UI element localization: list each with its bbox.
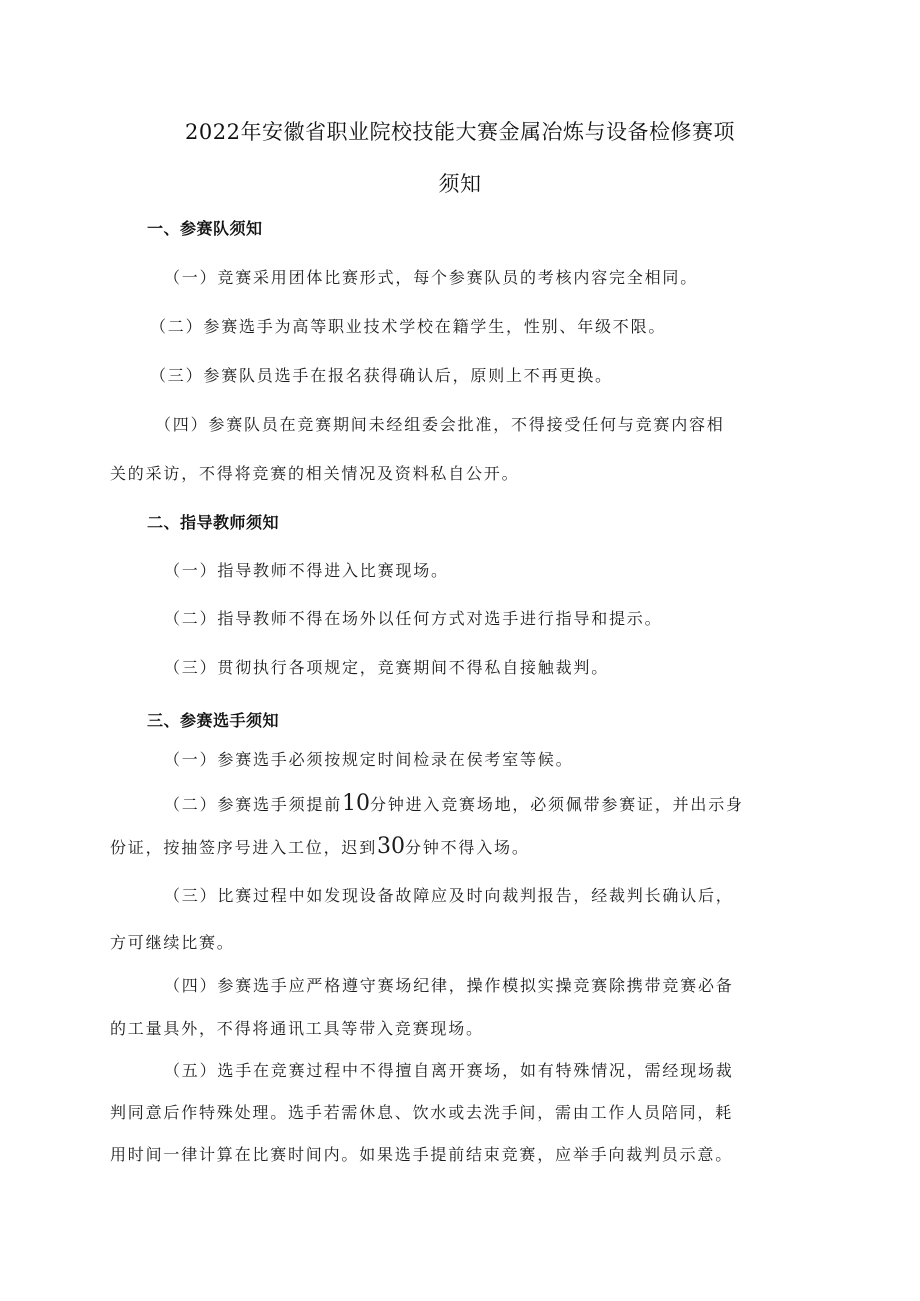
paragraph-text: （二）参赛选手须提前 — [164, 795, 343, 814]
paragraph-line: 方可继续比赛。 — [110, 933, 235, 952]
paragraph-line: （四）参赛队员在竞赛期间未经组委会批准，不得接受任何与竞赛内容相 — [155, 415, 725, 434]
paragraph-line: （一）竞赛采用团体比赛形式，每个参赛队员的考核内容完全相同。 — [164, 268, 699, 287]
paragraph-line: （三）贯彻执行各项规定，竞赛期间不得私自接触裁判。 — [164, 658, 610, 677]
emphasized-number: 30 — [377, 834, 406, 859]
paragraph-line — [110, 834, 530, 859]
emphasized-number: 10 — [342, 791, 371, 816]
paragraph-line: （二）参赛选手为高等职业技术学校在籍学生，性别、年级不限。 — [150, 317, 667, 336]
paragraph-line: 用时间一律计算在比赛时间内。如果选手提前结束竞赛，应举手向裁判员示意。 — [110, 1145, 734, 1164]
paragraph-line: （三）比赛过程中如发现设备故障应及时向裁判报告，经裁判长确认后， — [164, 886, 734, 905]
paragraph-line: 判同意后作特殊处理。选手若需休息、饮水或去洗手间，需由工作人员陪同，耗 — [110, 1103, 734, 1122]
section-heading-instructors: 二、指导教师须知 — [147, 513, 280, 532]
paragraph-text: 分钟进入竞赛场地，必须佩带参赛证，并出示身 — [370, 795, 744, 814]
paragraph-text: 分钟不得入场。 — [405, 838, 530, 857]
paragraph-line — [164, 791, 744, 816]
paragraph-line: （三）参赛队员选手在报名获得确认后，原则上不再更换。 — [150, 366, 613, 385]
section-heading-contestants: 三、参赛选手须知 — [147, 711, 280, 730]
paragraph-line: 关的采访，不得将竞赛的相关情况及资料私自公开。 — [110, 464, 520, 483]
document-title-line1: 2022年安徽省职业院校技能大赛金属冶炼与设备检修赛项 — [185, 120, 735, 144]
paragraph-line: 的工量具外，不得将通讯工具等带入竞赛现场。 — [110, 1019, 484, 1038]
paragraph-text: 份证，按抽签序号进入工位，迟到 — [110, 838, 378, 857]
paragraph-line: （四）参赛选手应严格遵守赛场纪律，操作模拟实操竞赛除携带竞赛必备 — [164, 976, 734, 995]
paragraph-line: （五）选手在竞赛过程中不得擅自离开赛场，如有特殊情况，需经现场裁 — [164, 1061, 734, 1080]
paragraph-line: （二）指导教师不得在场外以任何方式对选手进行指导和提示。 — [164, 609, 663, 628]
paragraph-line: （一）参赛选手必须按规定时间检录在侯考室等候。 — [164, 750, 574, 769]
paragraph-line: （一）指导教师不得进入比赛现场。 — [164, 561, 449, 580]
document-title-line2: 须知 — [438, 172, 482, 196]
section-heading-participating-teams: 一、参赛队须知 — [147, 219, 263, 238]
